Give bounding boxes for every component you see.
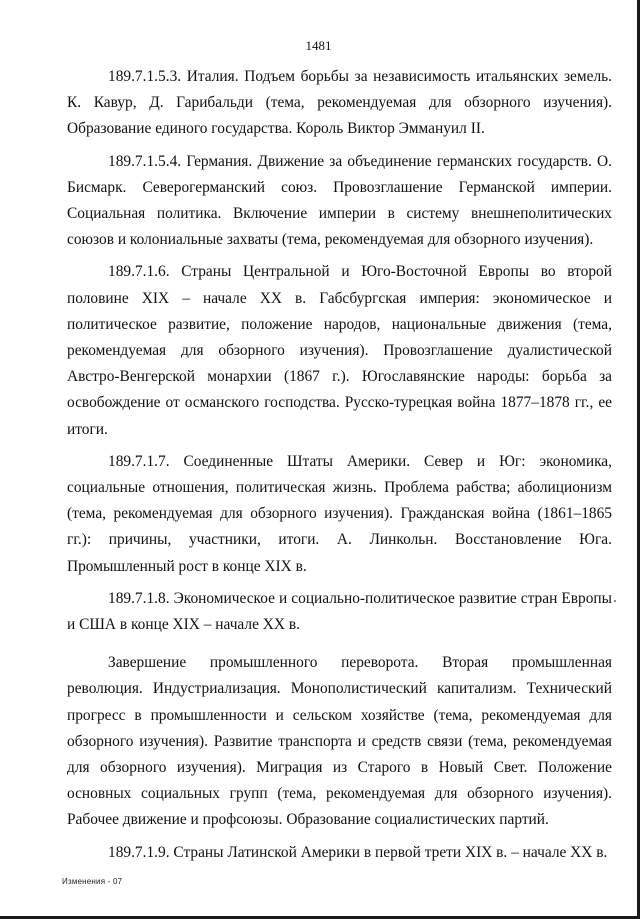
paragraph-189-7-1-6: 189.7.1.6. Страны Центральной и Юго-Восточной Европы во второй половине XIX – начале XX в. Габсбургская империя: экономическое и политическое развитие, положение народов, национальные движения (тема, рекомендуемая для обзорного изучения). Провозглашение дуалистической Австро-Венгерской монархии (1867 г.). Югославянские народы: борьба за освобождение от османского господства. Русско-турецкая война 1877–1878 гг., ее итоги. [67, 263, 612, 438]
paragraph-189-7-1-8: 189.7.1.8. Экономическое и социально-политическое развитие стран Европы и США в конце XIX – начале XX в. [67, 589, 612, 634]
footer-revision-note: Изменения - 07 [62, 877, 123, 886]
paragraph-189-7-1-7: 189.7.1.7. Соединенные Штаты Америки. Север и Юг: экономика, социальные отношения, политическая жизнь. Проблема рабства; аболиционизм (тема, рекомендуемая для обзорного изучения). Гражданская война (1861–1865 гг.): причины, участники, итоги. А. Линкольн. Восстановление Юга. Промышленный рост в конце XIX в. [67, 452, 612, 575]
paragraph-industrialization: Завершение промышленного переворота. Вторая промышленная революция. Индустриализация. Монополистический капитализм. Технический прогресс в промышленности и сельском хозяйстве (тема, рекомендуемая для обзорного изучения). Развитие транспорта и средств связи (тема, рекомендуемая для обзорного изучения). Миграция из Старого в Новый Свет. Положение основных социальных групп (тема, рекомендуемая для обзорного изучения). Рабочее движение и профсоюзы. Образование социалистических партий. [67, 654, 612, 829]
scan-speck [614, 600, 616, 602]
paragraph-189-7-1-5-3: 189.7.1.5.3. Италия. Подъем борьбы за независимость итальянских земель. К. Кавур, Д. Гарибальди (тема, рекомендуемая для обзорного изучения). Образование единого государства. Король Виктор Эммануил II. [67, 68, 612, 138]
page-number: 1481 [305, 38, 332, 53]
paragraph-189-7-1-5-4: 189.7.1.5.4. Германия. Движение за объединение германских государств. О. Бисмарк. Северогерманский союз. Провозглашение Германской империи. Социальная политика. Включение империи в систему внешнеполитических союзов и колониальные захваты (тема, рекомендуемая для обзорного изучения). [67, 152, 612, 249]
document-body [67, 64, 612, 866]
paragraph-189-7-1-9: 189.7.1.9. Страны Латинской Америки в первой трети XIX в. – начале XX в. [108, 843, 608, 861]
